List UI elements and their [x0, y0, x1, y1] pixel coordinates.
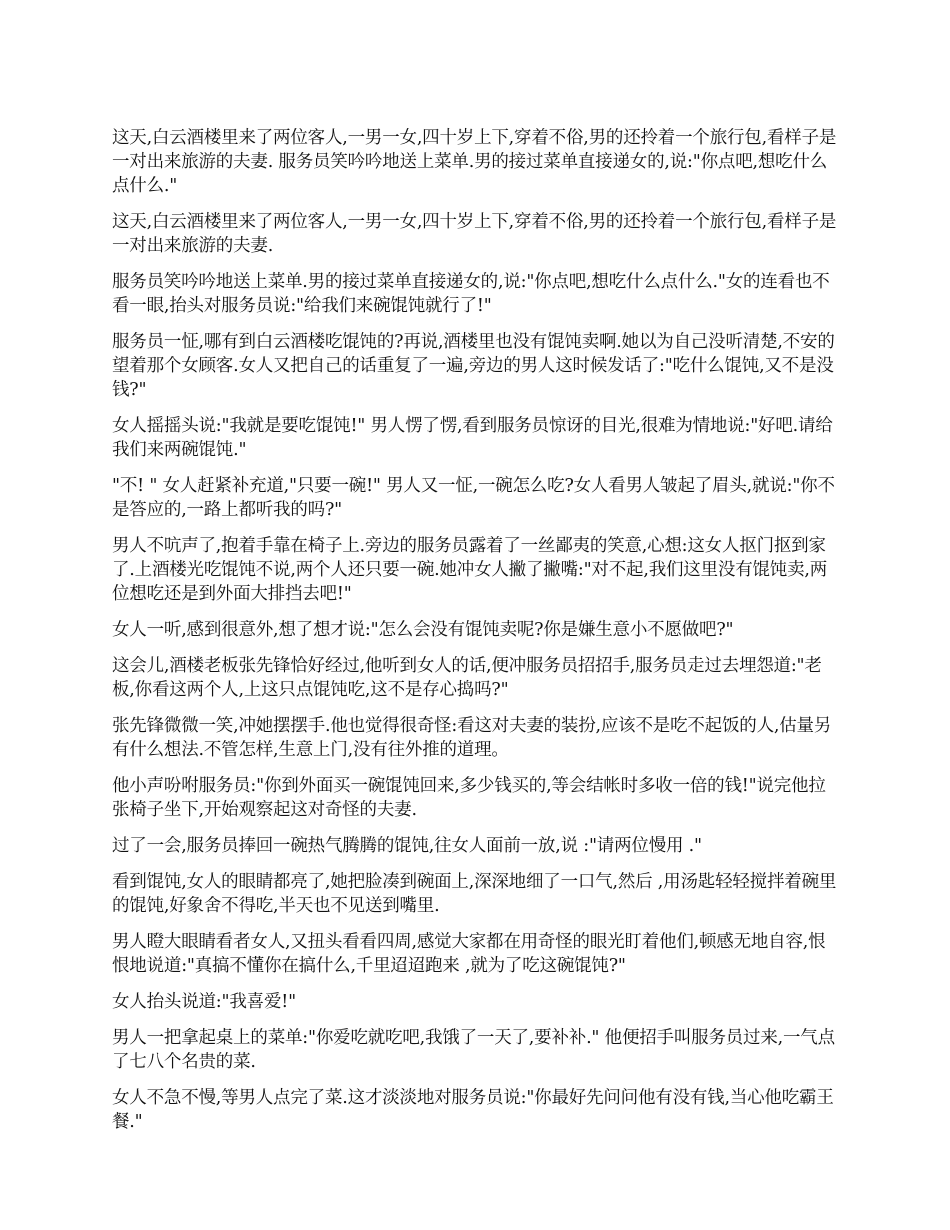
paragraph-10: 张先锋微微一笑,冲她摆摆手.他也觉得很奇怪:看这对夫妻的装扮,应该不是吃不起饭的人,估量另有什么想法.不管怎样,生意上门,没有往外推的道理。 — [112, 716, 832, 760]
paragraph-4: 服务员一怔,哪有到白云酒楼吃馄饨的?再说,酒楼里也没有馄饨卖啊.她以为自己没听清楚,不安的望着那个女顾客.女人又把自己的话重复了一遍,旁边的男人这时候发话了:"吃什么馄饨,又不是没钱?" — [112, 332, 835, 400]
paragraph-8: 女人一听,感到很意外,想了想才说:"怎么会没有馄饨卖呢?你是嫌生意小不愿做吧?" — [112, 620, 734, 640]
paragraph-2: 这天,白云酒楼里来了两位客人,一男一女,四十岁上下,穿着不俗,男的还拎着一个旅行包,看样子是一对出来旅游的夫妻. — [112, 212, 837, 256]
paragraph-17: 女人不急不慢,等男人点完了菜.这才淡淡地对服务员说:"你最好先问问他有没有钱,当心他吃霸王餐." — [112, 1088, 834, 1132]
paragraph-3: 服务员笑吟吟地送上菜单.男的接过菜单直接递女的,说:"你点吧,想吃什么点什么."女的连看也不看一眼,抬头对服务员说:"给我们来碗馄饨就行了!" — [112, 272, 830, 316]
paragraph-6: "不! " 女人赶紧补充道,"只要一碗!" 男人又一怔,一碗怎么吃?女人看男人皱起了眉头,就说:"你不是答应的,一路上都听我的吗?" — [112, 476, 835, 520]
paragraph-16: 男人一把拿起桌上的菜单:"你爱吃就吃吧,我饿了一天了,要补补." 他便招手叫服务员过来,一气点了七八个名贵的菜. — [112, 1028, 835, 1072]
paragraph-7: 男人不吭声了,抱着手靠在椅子上.旁边的服务员露着了一丝鄙夷的笑意,心想:这女人抠门抠到家了.上酒楼光吃馄饨不说,两个人还只要一碗.她冲女人撇了撇嘴:"对不起,我们这里没有馄饨卖,两位想吃还是到外面大排挡去吧!" — [112, 536, 828, 604]
paragraph-15: 女人抬头说道:"我喜爱!" — [112, 992, 296, 1012]
document-body — [112, 126, 842, 1146]
paragraph-14: 男人瞪大眼睛看者女人,又扭头看看四周,感觉大家都在用奇怪的眼光盯着他们,顿感无地自容,恨恨地说道:"真搞不懂你在搞什么,千里迢迢跑来 ,就为了吃这碗馄饨?" — [112, 932, 826, 976]
paragraph-9: 这会儿,酒楼老板张先锋恰好经过,他听到女人的话,便冲服务员招招手,服务员走过去埋怨道:"老板,你看这两个人,上这只点馄饨吃,这不是存心捣吗?" — [112, 656, 822, 700]
paragraph-5: 女人摇摇头说:"我就是要吃馄饨!" 男人愣了愣,看到服务员惊讶的目光,很难为情地说:"好吧.请给我们来两碗馄饨." — [112, 416, 833, 460]
paragraph-13: 看到馄饨,女人的眼睛都亮了,她把脸凑到碗面上,深深地细了一口气,然后 ,用汤匙轻轻搅拌着碗里的馄饨,好象舍不得吃,半天也不见送到嘴里. — [112, 872, 837, 916]
paragraph-1: 这天,白云酒楼里来了两位客人,一男一女,四十岁上下,穿着不俗,男的还拎着一个旅行包,看样子是一对出来旅游的夫妻. 服务员笑吟吟地送上菜单.男的接过菜单直接递女的,说:"你点吧,想吃什么点什么." — [112, 128, 837, 196]
paragraph-11: 他小声吩咐服务员:"你到外面买一碗馄饨回来,多少钱买的,等会结帐时多收一倍的钱!"说完他拉张椅子坐下,开始观察起这对奇怪的夫妻. — [112, 776, 826, 820]
paragraph-12: 过了一会,服务员捧回一碗热气腾腾的馄饨,往女人面前一放,说 :"请两位慢用 ." — [112, 836, 702, 856]
